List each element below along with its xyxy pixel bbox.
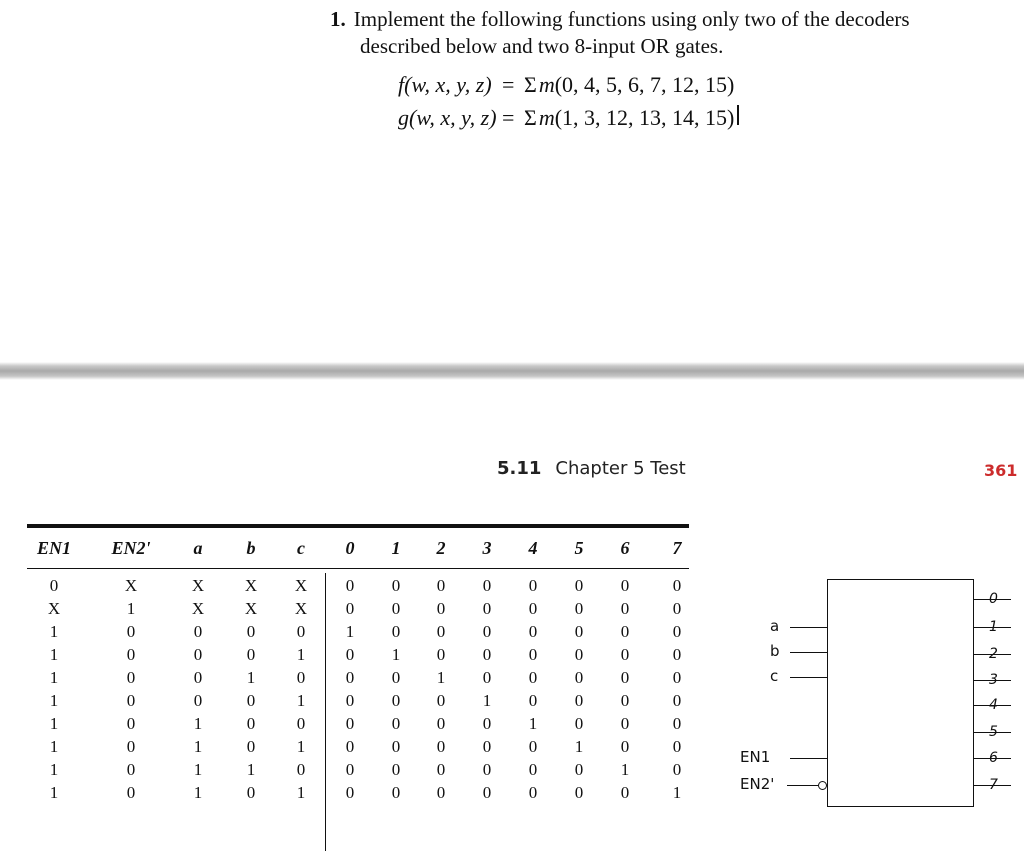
table-cell: 0 — [482, 645, 492, 664]
table-cell: 0 — [528, 668, 538, 687]
equation-f-sigma: Σ — [524, 72, 537, 97]
table-cell: 0 — [345, 783, 355, 802]
equation-g-m: m — [538, 105, 555, 130]
equation-g-sigma: Σ — [524, 105, 537, 130]
table-header-cell: c — [297, 538, 305, 558]
table-cell: 1 — [574, 737, 584, 756]
table-cell: 0 — [672, 645, 682, 664]
table-body — [27, 569, 689, 804]
table-header-cell: EN2' — [111, 538, 151, 558]
table-cell: 1 — [49, 760, 59, 779]
table-cell: 0 — [620, 645, 630, 664]
table-cell: 1 — [49, 714, 59, 733]
table-cell: 0 — [574, 760, 584, 779]
table-header-cell: 6 — [620, 538, 630, 558]
table-cell: 0 — [126, 622, 136, 641]
table-cell: 0 — [345, 599, 355, 618]
table-cell: 0 — [126, 760, 136, 779]
equation-f-equals: = — [502, 72, 515, 97]
table-cell: 0 — [49, 576, 59, 595]
table-header-cell: EN1 — [36, 538, 72, 558]
decoder-input-line — [790, 677, 827, 678]
table-cell: 0 — [482, 668, 492, 687]
decoder-input-line — [787, 785, 818, 786]
equation-f-lhs: f(w, x, y, z) — [398, 72, 492, 97]
equations — [398, 72, 739, 138]
table-row — [27, 781, 689, 804]
table-cell: 0 — [528, 691, 538, 710]
table-cell: 0 — [296, 622, 306, 641]
table-cell: 0 — [620, 691, 630, 710]
table-cell: X — [294, 599, 308, 618]
table-cell: 1 — [193, 783, 203, 802]
table-cell: 0 — [436, 760, 446, 779]
equation-g-minterms: (1, 3, 12, 13, 14, 15) — [554, 105, 735, 130]
table-cell: 0 — [296, 714, 306, 733]
decoder-output-label: 4 — [989, 697, 998, 713]
table-cell: X — [294, 576, 308, 595]
table-cell: 0 — [436, 691, 446, 710]
table-cell: 0 — [126, 645, 136, 664]
decoder-box — [827, 579, 974, 807]
table-cell: 0 — [482, 576, 492, 595]
page-number: 361 — [984, 461, 1018, 480]
table-cell: 1 — [193, 760, 203, 779]
table-cell: 0 — [126, 737, 136, 756]
decoder-output-label: 5 — [989, 724, 998, 740]
table-cell: 0 — [574, 691, 584, 710]
running-head — [497, 458, 686, 479]
table-cell: 0 — [345, 576, 355, 595]
table-cell: 0 — [528, 599, 538, 618]
table-cell: 0 — [391, 622, 401, 641]
table-header-cell: 7 — [672, 538, 682, 558]
table-cell: 0 — [574, 714, 584, 733]
table-cell: 0 — [246, 737, 256, 756]
table-cell: 0 — [436, 714, 446, 733]
table-cell: 0 — [574, 645, 584, 664]
table-cell: 0 — [672, 576, 682, 595]
page-separator — [0, 362, 1024, 380]
table-header-cell: 4 — [528, 538, 538, 558]
table-cell: 0 — [482, 599, 492, 618]
truth-table — [27, 524, 689, 804]
table-cell: 1 — [49, 622, 59, 641]
table-cell: 0 — [391, 576, 401, 595]
table-cell: 1 — [436, 668, 446, 687]
equation-f — [398, 72, 739, 105]
decoder-output-label: 6 — [989, 750, 998, 766]
table-cell: 1 — [620, 760, 630, 779]
table-cell: X — [124, 576, 138, 595]
table-cell: 0 — [574, 622, 584, 641]
table-cell: 1 — [391, 645, 401, 664]
table-cell: 0 — [672, 737, 682, 756]
table-row — [27, 758, 689, 781]
table-row — [27, 620, 689, 643]
table-row — [27, 597, 689, 620]
table-cell: 1 — [528, 714, 538, 733]
table-cell: X — [244, 576, 258, 595]
table-cell: 0 — [620, 714, 630, 733]
table-cell: 0 — [672, 668, 682, 687]
table-cell: 1 — [126, 599, 136, 618]
table-row — [27, 574, 689, 597]
table-cell: 1 — [296, 783, 306, 802]
table-cell: 0 — [672, 691, 682, 710]
table-cell: 0 — [528, 760, 538, 779]
table-cell: 0 — [672, 622, 682, 641]
table-cell: 0 — [296, 760, 306, 779]
table-cell: X — [191, 576, 205, 595]
table-cell: 0 — [620, 622, 630, 641]
problem-statement — [330, 6, 1010, 60]
table-cell: 0 — [193, 645, 203, 664]
decoder-diagram — [735, 575, 1024, 815]
table-cell: 0 — [620, 599, 630, 618]
table-cell: 0 — [620, 576, 630, 595]
table-row — [27, 712, 689, 735]
table-cell: 1 — [49, 783, 59, 802]
equation-f-minterms: (0, 4, 5, 6, 7, 12, 15) — [554, 72, 735, 97]
problem-number: 1. — [330, 7, 346, 31]
table-cell: 1 — [296, 737, 306, 756]
problem-line-1 — [330, 6, 1010, 33]
table-cell: 0 — [482, 714, 492, 733]
table-cell: 0 — [528, 576, 538, 595]
problem-text-1: Implement the following functions using only two of the decoders — [353, 7, 910, 31]
decoder-input-label: EN2' — [740, 775, 775, 793]
table-cell: 0 — [672, 599, 682, 618]
equation-g — [398, 105, 739, 138]
table-cell: 1 — [345, 622, 355, 641]
table-cell: 0 — [345, 760, 355, 779]
table-cell: 0 — [345, 691, 355, 710]
table-cell: 0 — [126, 783, 136, 802]
table-cell: 0 — [246, 714, 256, 733]
table-header-cell: b — [246, 538, 256, 558]
table-cell: 0 — [528, 645, 538, 664]
decoder-output-label: 2 — [989, 646, 998, 662]
decoder-output-label: 3 — [989, 672, 998, 688]
table-cell: 1 — [296, 691, 306, 710]
table-cell: 0 — [436, 599, 446, 618]
table-cell: 0 — [620, 668, 630, 687]
table-row — [27, 735, 689, 758]
decoder-input-line — [790, 652, 827, 653]
table-cell: 1 — [49, 645, 59, 664]
table-cell: 1 — [246, 668, 256, 687]
table-cell: 0 — [391, 783, 401, 802]
chapter-title: Chapter 5 Test — [555, 458, 686, 479]
table-cell: 0 — [246, 645, 256, 664]
table-cell: 0 — [574, 576, 584, 595]
table-cell: 0 — [436, 576, 446, 595]
table-row — [27, 643, 689, 666]
table-cell: 0 — [482, 760, 492, 779]
table-header-cell: 5 — [574, 538, 584, 558]
table-cell: 1 — [482, 691, 492, 710]
table-cell: 0 — [126, 714, 136, 733]
table-cell: 0 — [296, 668, 306, 687]
table-cell: X — [47, 599, 61, 618]
table-cell: 0 — [574, 599, 584, 618]
table-cell: 0 — [620, 737, 630, 756]
table-cell: 0 — [345, 668, 355, 687]
table-cell: 0 — [391, 668, 401, 687]
table-cell: 1 — [296, 645, 306, 664]
table-header-cell: 1 — [391, 538, 401, 558]
table-row — [27, 689, 689, 712]
table-cell: 0 — [246, 622, 256, 641]
decoder-output-label: 7 — [989, 777, 998, 793]
table-cell: 0 — [126, 668, 136, 687]
decoder-input-label: c — [770, 667, 779, 685]
table-cell: 0 — [193, 668, 203, 687]
table-cell: 1 — [49, 668, 59, 687]
table-cell: 0 — [436, 783, 446, 802]
equation-f-m: m — [538, 72, 555, 97]
table-cell: 0 — [246, 691, 256, 710]
decoder-input-label: a — [770, 617, 780, 635]
decoder-input-line — [790, 627, 827, 628]
table-cell: 0 — [391, 691, 401, 710]
table-cell: 0 — [345, 737, 355, 756]
equation-g-equals: = — [502, 105, 515, 130]
table-header-cell: 3 — [482, 538, 492, 558]
table-header-cell: 0 — [345, 538, 355, 558]
table-cell: 0 — [672, 760, 682, 779]
table-cell: 1 — [49, 691, 59, 710]
table-cell: X — [191, 599, 205, 618]
decoder-output-label: 0 — [989, 591, 998, 607]
table-cell: 0 — [528, 783, 538, 802]
decoder-input-line — [790, 758, 827, 759]
inversion-bubble — [818, 781, 827, 790]
table-cell: 0 — [391, 760, 401, 779]
table-cell: 0 — [391, 737, 401, 756]
section-number: 5.11 — [497, 458, 542, 479]
table-cell: 0 — [482, 622, 492, 641]
problem-line-2: described below and two 8-input OR gates. — [360, 34, 724, 58]
table-row — [27, 666, 689, 689]
table-header-cell: a — [193, 538, 203, 558]
table-cell: 0 — [345, 645, 355, 664]
table-cell: 0 — [391, 599, 401, 618]
table-cell: 0 — [672, 714, 682, 733]
table-cell: 0 — [246, 783, 256, 802]
table-cell: 1 — [193, 714, 203, 733]
table-cell: 0 — [436, 622, 446, 641]
table-cell: 0 — [574, 783, 584, 802]
table-cell: 0 — [193, 691, 203, 710]
table-cell: 0 — [528, 737, 538, 756]
table-cell: 0 — [436, 645, 446, 664]
decoder-input-label: b — [770, 642, 780, 660]
equation-g-lhs: g(w, x, y, z) — [398, 105, 497, 130]
table-cell: X — [244, 599, 258, 618]
table-cell: 0 — [391, 714, 401, 733]
table-cell: 0 — [126, 691, 136, 710]
text-cursor — [737, 105, 739, 125]
decoder-input-label: EN1 — [740, 748, 771, 766]
table-cell: 0 — [482, 783, 492, 802]
table-cell: 0 — [436, 737, 446, 756]
table-cell: 1 — [49, 737, 59, 756]
decoder-output-label: 1 — [989, 619, 998, 635]
table-header — [27, 528, 689, 568]
table-cell: 0 — [574, 668, 584, 687]
table-cell: 0 — [345, 714, 355, 733]
table-cell: 0 — [528, 622, 538, 641]
table-cell: 0 — [482, 737, 492, 756]
table-cell: 1 — [193, 737, 203, 756]
table-cell: 0 — [193, 622, 203, 641]
table-cell: 1 — [672, 783, 682, 802]
table-cell: 0 — [620, 783, 630, 802]
table-cell: 1 — [246, 760, 256, 779]
table-header-cell: 2 — [436, 538, 446, 558]
